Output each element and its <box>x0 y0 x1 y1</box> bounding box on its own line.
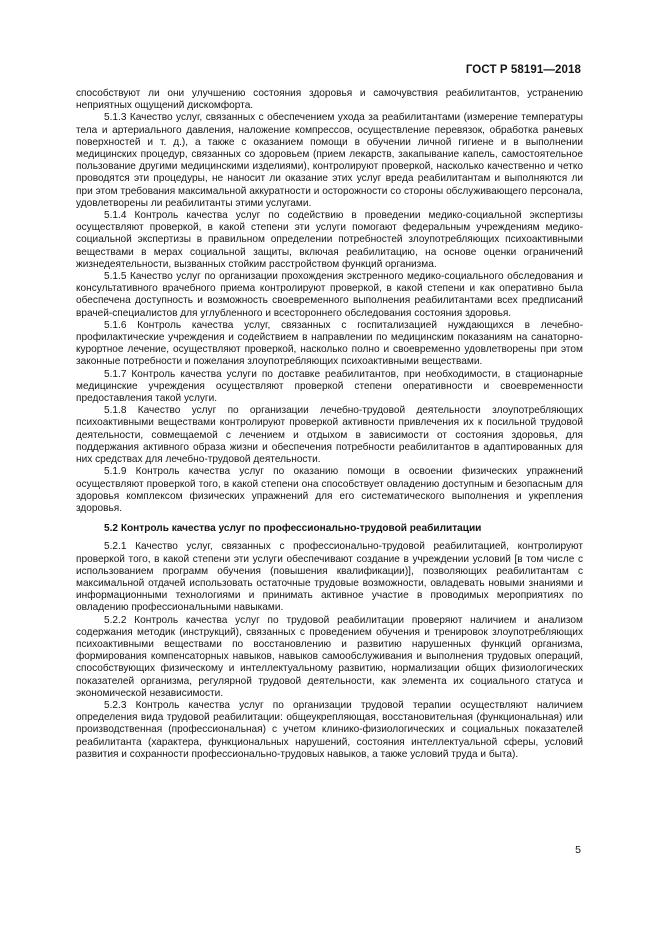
paragraph-5-1-8: 5.1.8 Качество услуг по организации лечебно-трудовой деятельности злоупотребляющих психоактивными веществами контролируют проверкой активности привлечения их к посильной трудовой деятельности, совмещаемой с лечением и отдыхом в зависимости от состояния здоровья, для поддержания активного образа жизни и обеспечения потребности реабилитантов в адаптированных для них средствах для лечебно-трудовой деятельности. <box>76 405 583 466</box>
paragraph-5-1-6: 5.1.6 Контроль качества услуг, связанных с госпитализацией нуждающихся в лечебно-профилактические учреждения и содействием в направлении по медицинским показаниям на санаторно-курортное лечение, осуществляют проверкой, насколько полно и своевременно удовлетворены при этом законные потребности и пожелания злоупотребляющих психоактивными веществами. <box>76 319 583 368</box>
paragraph-5-1-3: 5.1.3 Качество услуг, связанных с обеспечением ухода за реабилитантами (измерение температуры тела и артериального давления, наложение компрессов, осуществление перевязок, обработка раневых поверхностей и т. д.), а также с оказанием помощи в обучении личной гигиене и в выполнении медицинских процедур, связанных со здоровьем (прием лекарств, закапывание капель, самостоятельное пользование другими медицинскими изделиями), контролируют проверкой, насколько качественно и четко проводятся эти процедуры, не наносит ли оказание этих услуг вреда реабилитантам и выполняются ли при этом требования максимальной аккуратности и осторожности со стороны обслуживающего персонала, удовлетворены ли реабилитанты этими услугами. <box>76 112 583 209</box>
paragraph-5-2-3: 5.2.3 Контроль качества услуг по организации трудовой терапии осуществляют наличием определения вида трудовой реабилитации: общеукрепляющая, восстановительная (функциональная) или производственная (профессиональная) с учетом клинико-физиологических и социальных показателей реабилитанта (характера, функциональных нарушений, состояния интеллектуальной сферы, условий развития и сохранности профессионально-трудовых навыков, а также условий труда и быта). <box>76 699 583 760</box>
section-heading-5-2: 5.2 Контроль качества услуг по профессионально-трудовой реабилитации <box>104 523 482 535</box>
standard-id-header: ГОСТ Р 58191—2018 <box>465 64 581 76</box>
paragraph-5-1-4: 5.1.4 Контроль качества услуг по содействию в проведении медико-социальной экспертизы осуществляют проверкой, в какой степени эти услуги помогают федеральным учреждениям медико-социальной экспертизы в правильном определении потребностей злоупотребляющих психоактивными веществами в мерах социальной защиты, включая реабилитацию, на основе оценки ограничений жизнедеятельности, вызванных стойким расстройством функций организма. <box>76 210 583 270</box>
paragraph-continuation: способствуют ли они улучшению состояния здоровья и самочувствия реабилитантов, устранению неприятных ощущений дискомфорта. <box>76 88 583 112</box>
paragraph-5-1-5: 5.1.5 Качество услуг по организации прохождения экстренного медико-социального обследования и консультативного врачебного приема контролируют проверкой, в какой степени и как оперативно была обеспечена доступность и возможность своевременного выполнения реабилитантами всех предписаний врачей-специалистов для углубленного и всестороннего обследования состояния здоровья. <box>76 271 583 319</box>
paragraph-5-2-1: 5.2.1 Качество услуг, связанных с профессионально-трудовой реабилитацией, контролируют проверкой того, в какой степени эти услуги обеспечивают создание в учреждении условий [в том числе с использованием программ обучения (повышения квалификации)], позволяющих реабилитантам с максимальной отдачей использовать остаточные трудовые возможности, овладевать новыми знаниями и информационными технологиями и принимать активное участие в проводимых мероприятиях по овладению профессиональными навыками. <box>76 541 583 614</box>
paragraph-5-1-7: 5.1.7 Контроль качества услуги по доставке реабилитантов, при необходимости, в стационарные медицинские учреждения осуществляют проверкой степени оперативности и своевременности предоставления такой услуги. <box>76 368 583 405</box>
paragraph-5-1-9: 5.1.9 Контроль качества услуг по оказанию помощи в освоении физических упражнений осуществляют проверкой того, в какой степени она способствует овладению доступным и безопасным для здоровья комплексом физических упражнений для его систематического выполнения и укрепления здоровья. <box>76 466 583 514</box>
page-number: 5 <box>575 844 581 856</box>
paragraph-5-2-2: 5.2.2 Контроль качества услуг по трудовой реабилитации проверяют наличием и анализом содержания методик (инструкций), связанных с проведением обучения и тренировок злоупотребляющих психоактивными веществами по восстановлению и развитию нарушенных функций организма, формирования компенсаторных навыков, навыков самообслуживания и выполнения трудовых операций, способствующих физическому и интеллектуальному развитию, нормализации общих физиологических показателей организма, регулярной трудовой деятельности, как элемента их социального статуса и экономической независимости. <box>76 614 583 699</box>
document-body <box>76 88 583 761</box>
